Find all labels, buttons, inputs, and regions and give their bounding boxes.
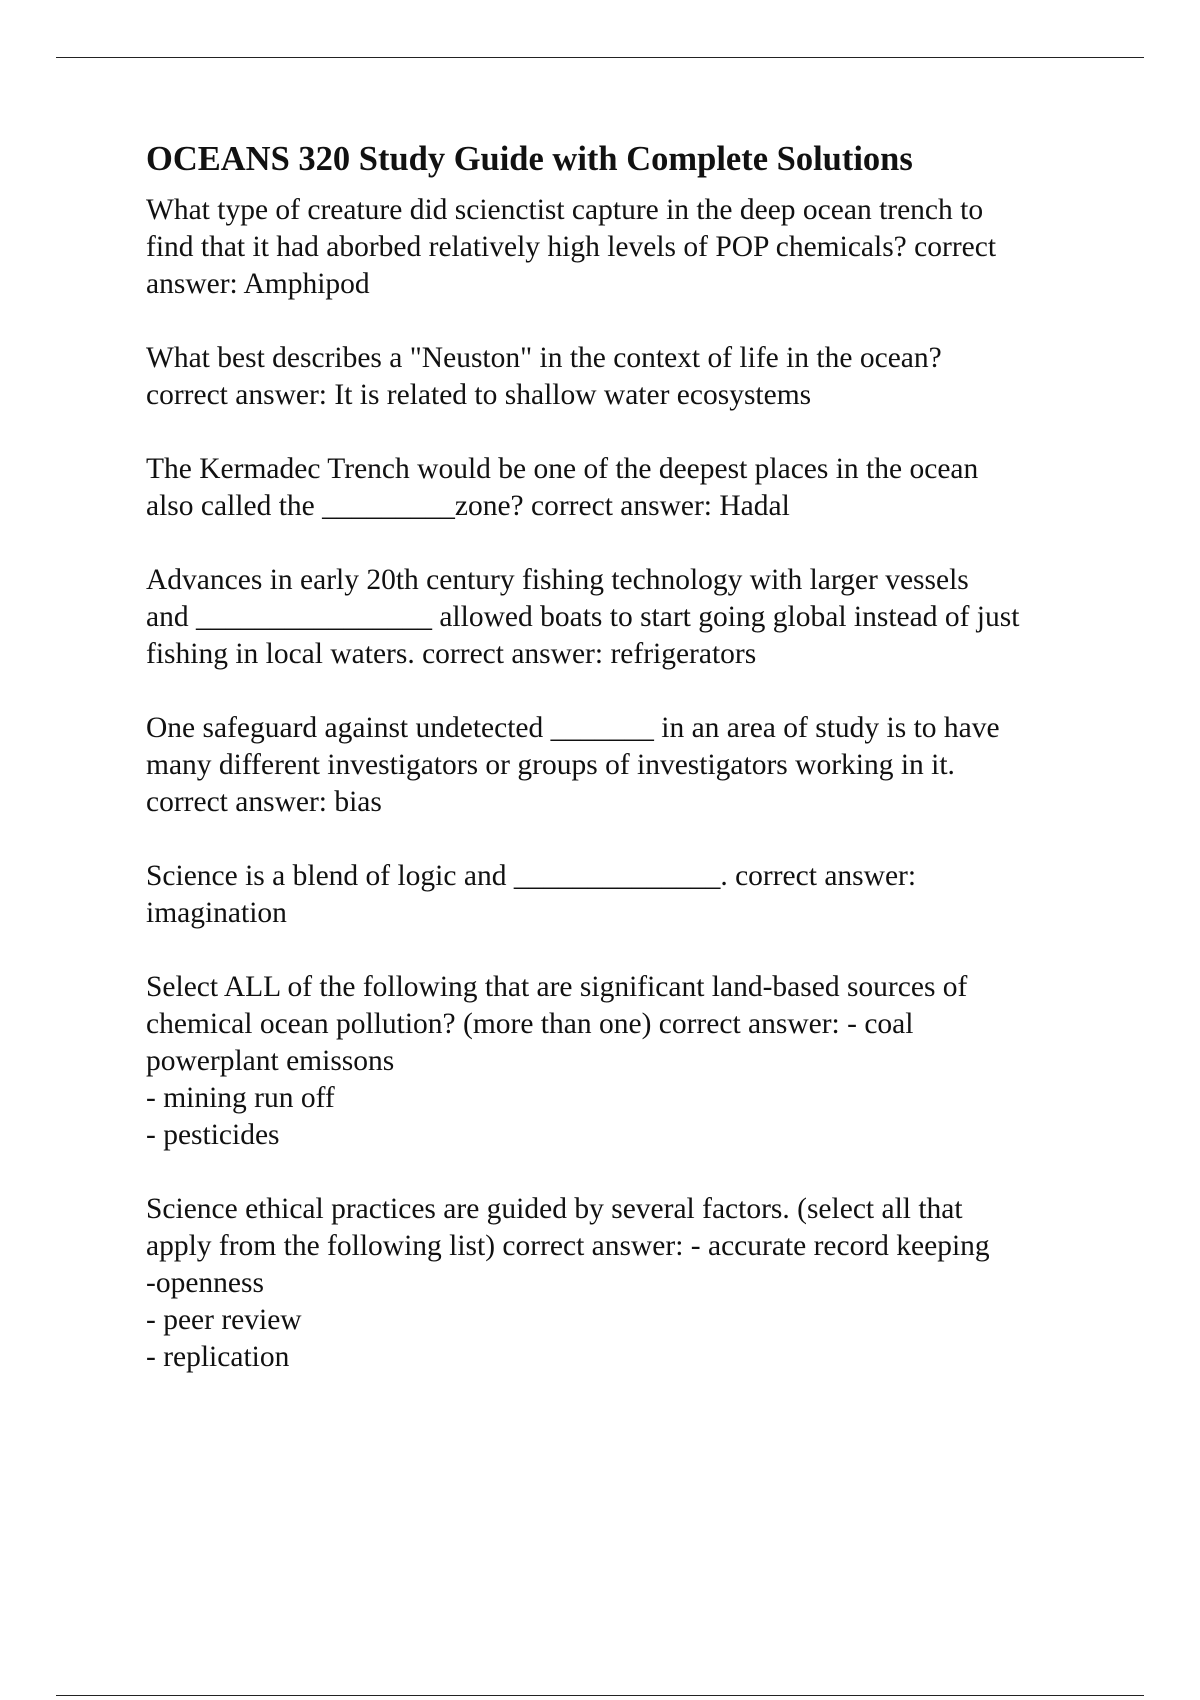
qa-item-1: What type of creature did scienctist capture in the deep ocean trench to find that it had aborbed relatively high levels of POP chemicals? correct answer: Amphipod: [146, 194, 997, 300]
qa-item-2: What best describes a "Neuston" in the context of life in the ocean? correct answer: It is related to shallow water ecosystems: [146, 342, 942, 411]
document-title: OCEANS 320 Study Guide with Complete Solutions: [146, 140, 913, 178]
qa-item-3: The Kermadec Trench would be one of the deepest places in the ocean also called the _________zone? correct answer: Hadal: [146, 453, 979, 522]
qa-item-7: Select ALL of the following that are significant land-based sources of chemical ocean pollution? (more than one) correct answer: - coal powerplant emissons - mining run off - pesticides: [146, 971, 968, 1151]
header-rule: [56, 57, 1144, 58]
footer-rule: [56, 1695, 1144, 1696]
qa-item-8: Science ethical practices are guided by several factors. (select all that apply from the following list) correct answer: - accurate record keeping -openness - peer review - replication: [146, 1193, 990, 1373]
qa-item-5: One safeguard against undetected _______ in an area of study is to have many different investigators or groups of investigators working in it. correct answer: bias: [146, 712, 1000, 818]
qa-item-6: Science is a blend of logic and ______________. correct answer: imagination: [146, 860, 917, 929]
qa-item-4: Advances in early 20th century fishing technology with larger vessels and ________________ allowed boats to start going global instead of just fishing in local waters. correct answer: refrigerators: [146, 564, 1020, 670]
document-page: [146, 138, 1086, 1413]
